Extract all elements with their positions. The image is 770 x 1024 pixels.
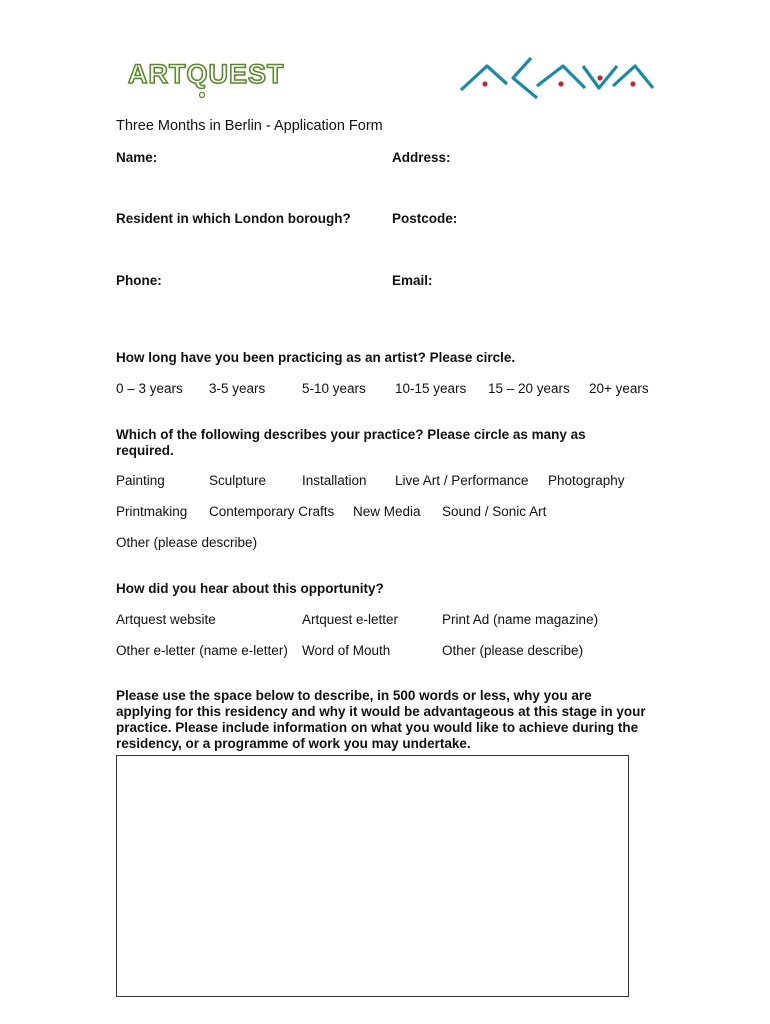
practice-option[interactable]: Contemporary Crafts <box>209 504 335 519</box>
source-option[interactable]: Other (please describe) <box>442 643 584 658</box>
practice-option[interactable]: New Media <box>353 504 421 519</box>
source-option[interactable]: Other e-letter (name e-letter) <box>116 643 288 658</box>
statement-prompt: Please use the space below to describe, in 500 words or less, why you are applying for this residency and why it would be advantageous at this stage in your practice. Please include information on what you would like to achieve during the residency, or a programme of work you may undertake. <box>116 688 646 751</box>
source-option[interactable]: Artquest website <box>116 612 216 627</box>
experience-option[interactable]: 20+ years <box>589 381 649 396</box>
experience-option[interactable]: 3-5 years <box>209 381 266 396</box>
practice-option[interactable]: Sculpture <box>209 473 267 488</box>
experience-question: How long have you been practicing as an artist? Please circle. <box>116 350 516 365</box>
experience-option[interactable]: 5-10 years <box>302 381 366 396</box>
practice-option[interactable]: Painting <box>116 473 165 488</box>
experience-option[interactable]: 10-15 years <box>395 381 467 396</box>
source-option[interactable]: Artquest e-letter <box>302 612 399 627</box>
practice-option[interactable]: Printmaking <box>116 504 188 519</box>
practice-option[interactable]: Live Art / Performance <box>395 473 529 488</box>
source-option[interactable]: Word of Mouth <box>302 643 391 658</box>
address-label: Address: <box>392 150 451 165</box>
artquest-logo <box>126 56 294 100</box>
borough-label: Resident in which London borough? <box>116 211 351 226</box>
phone-label: Phone: <box>116 273 162 288</box>
akava-logo <box>459 54 655 102</box>
practice-option[interactable]: Sound / Sonic Art <box>442 504 547 519</box>
experience-option[interactable]: 0 – 3 years <box>116 381 183 396</box>
source-option[interactable]: Print Ad (name magazine) <box>442 612 599 627</box>
form-title: Three Months in Berlin - Application Form <box>116 118 383 134</box>
practice-question: Which of the following describes your practice? Please circle as many as required. <box>116 427 586 458</box>
email-label: Email: <box>392 273 433 288</box>
postcode-label: Postcode: <box>392 211 458 226</box>
statement-response-box[interactable] <box>116 755 629 997</box>
artquest-logo-text: ARTQUEST <box>128 59 285 89</box>
practice-option[interactable]: Installation <box>302 473 367 488</box>
experience-option[interactable]: 15 – 20 years <box>488 381 570 396</box>
practice-other-option[interactable]: Other (please describe) <box>116 535 258 550</box>
practice-option[interactable]: Photography <box>548 473 625 488</box>
source-question: How did you hear about this opportunity? <box>116 581 384 596</box>
name-label: Name: <box>116 150 158 165</box>
